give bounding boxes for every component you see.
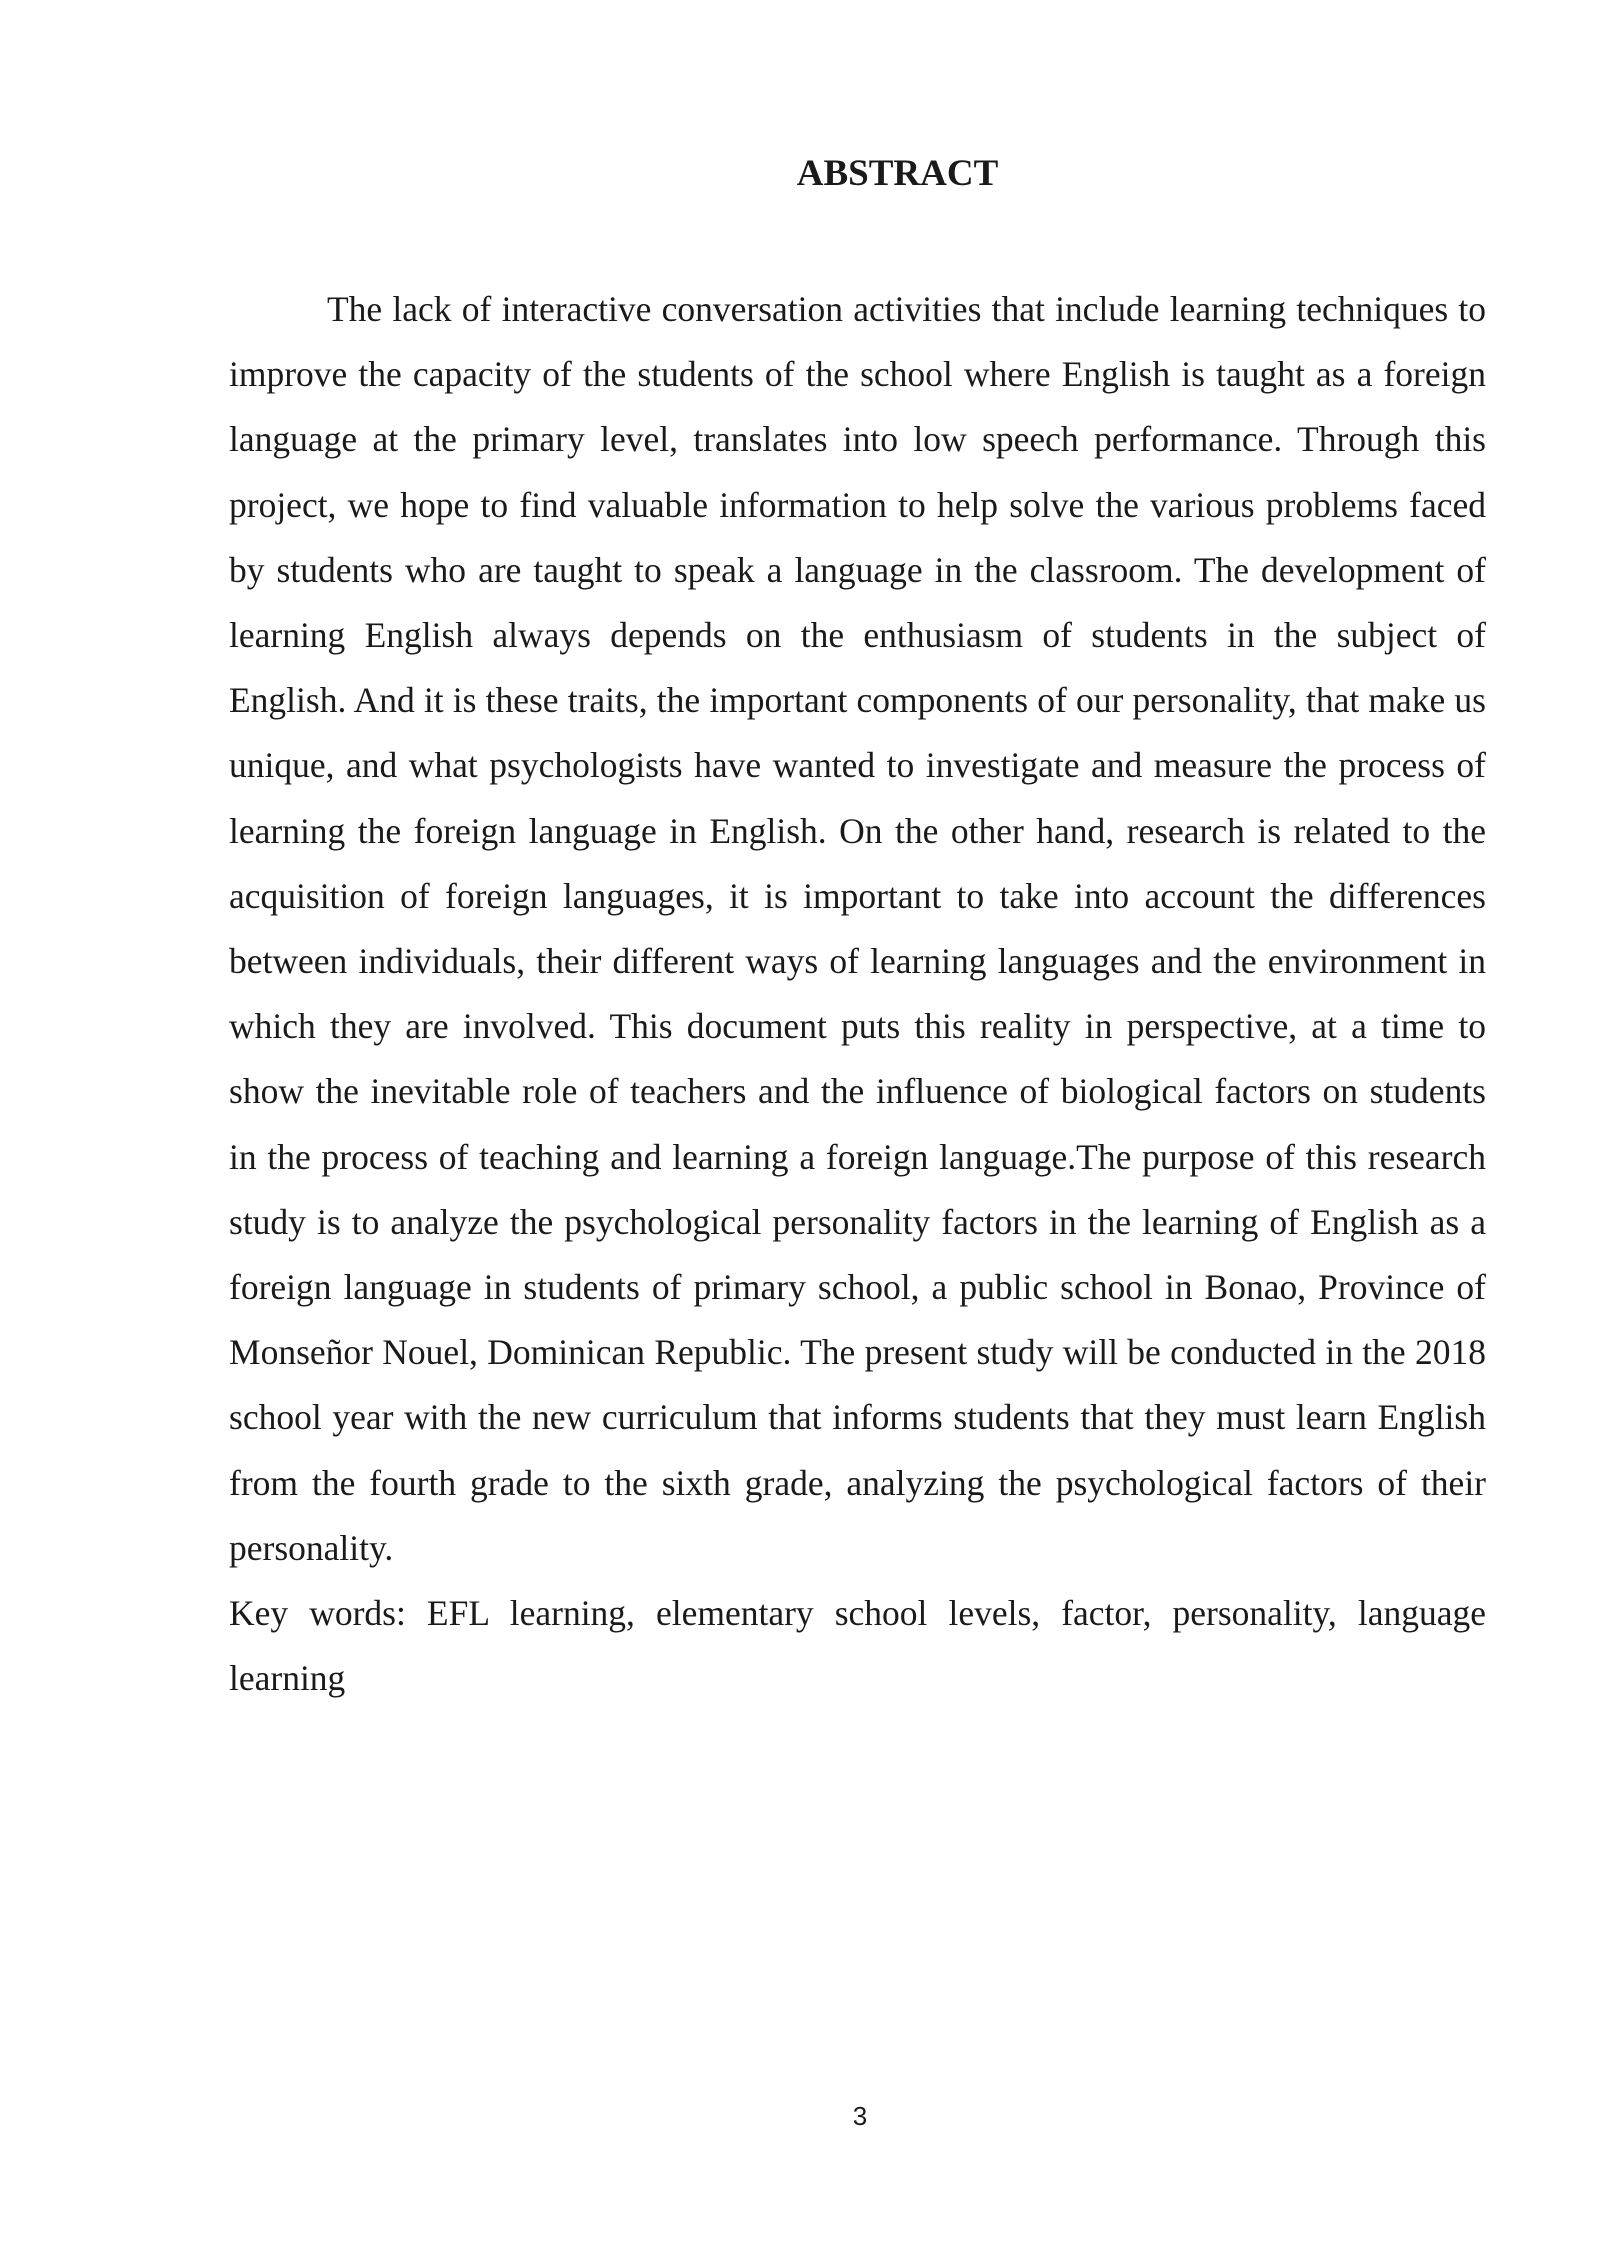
abstract-paragraph: The lack of interactive conversation activities that include learning techniques to improve the capacity of the students of the school where English is taught as a foreign language at the primary level, translates into low speech performance. Through this project, we hope to find valuable information to help solve the various problems faced by students who are taught to speak a language in the classroom. The development of learning English always depends on the enthusiasm of students in the subject of English. And it is these traits, the important components of our personality, that make us unique, and what psychologists have wanted to investigate and measure the process of learning the foreign language in English. On the other hand, research is related to the acquisition of foreign languages, it is important to take into account the differences between individuals, their different ways of learning languages and the environment in which they are involved. This document puts this reality in perspective, at a time to show the inevitable role of teachers and the influence of biological factors on students in the process of teaching and learning a foreign language.The purpose of this research study is to analyze the psychological personality factors in the learning of English as a foreign language in students of primary school, a public school in Bonao, Province of Monseñor Nouel, Dominican Republic. The present study will be conducted in the 2018 school year with the new curriculum that informs students that they must learn English from the fourth grade to the sixth grade, analyzing the psychological factors of their personality. (229, 289, 1486, 1568)
abstract-heading: ABSTRACT (796, 153, 999, 194)
page-number: 3 (852, 2101, 868, 2131)
keywords-line: Key words: EFL learning, elementary school levels, factor, personality, language learning (229, 1593, 1486, 1699)
abstract-content (229, 277, 1486, 1711)
